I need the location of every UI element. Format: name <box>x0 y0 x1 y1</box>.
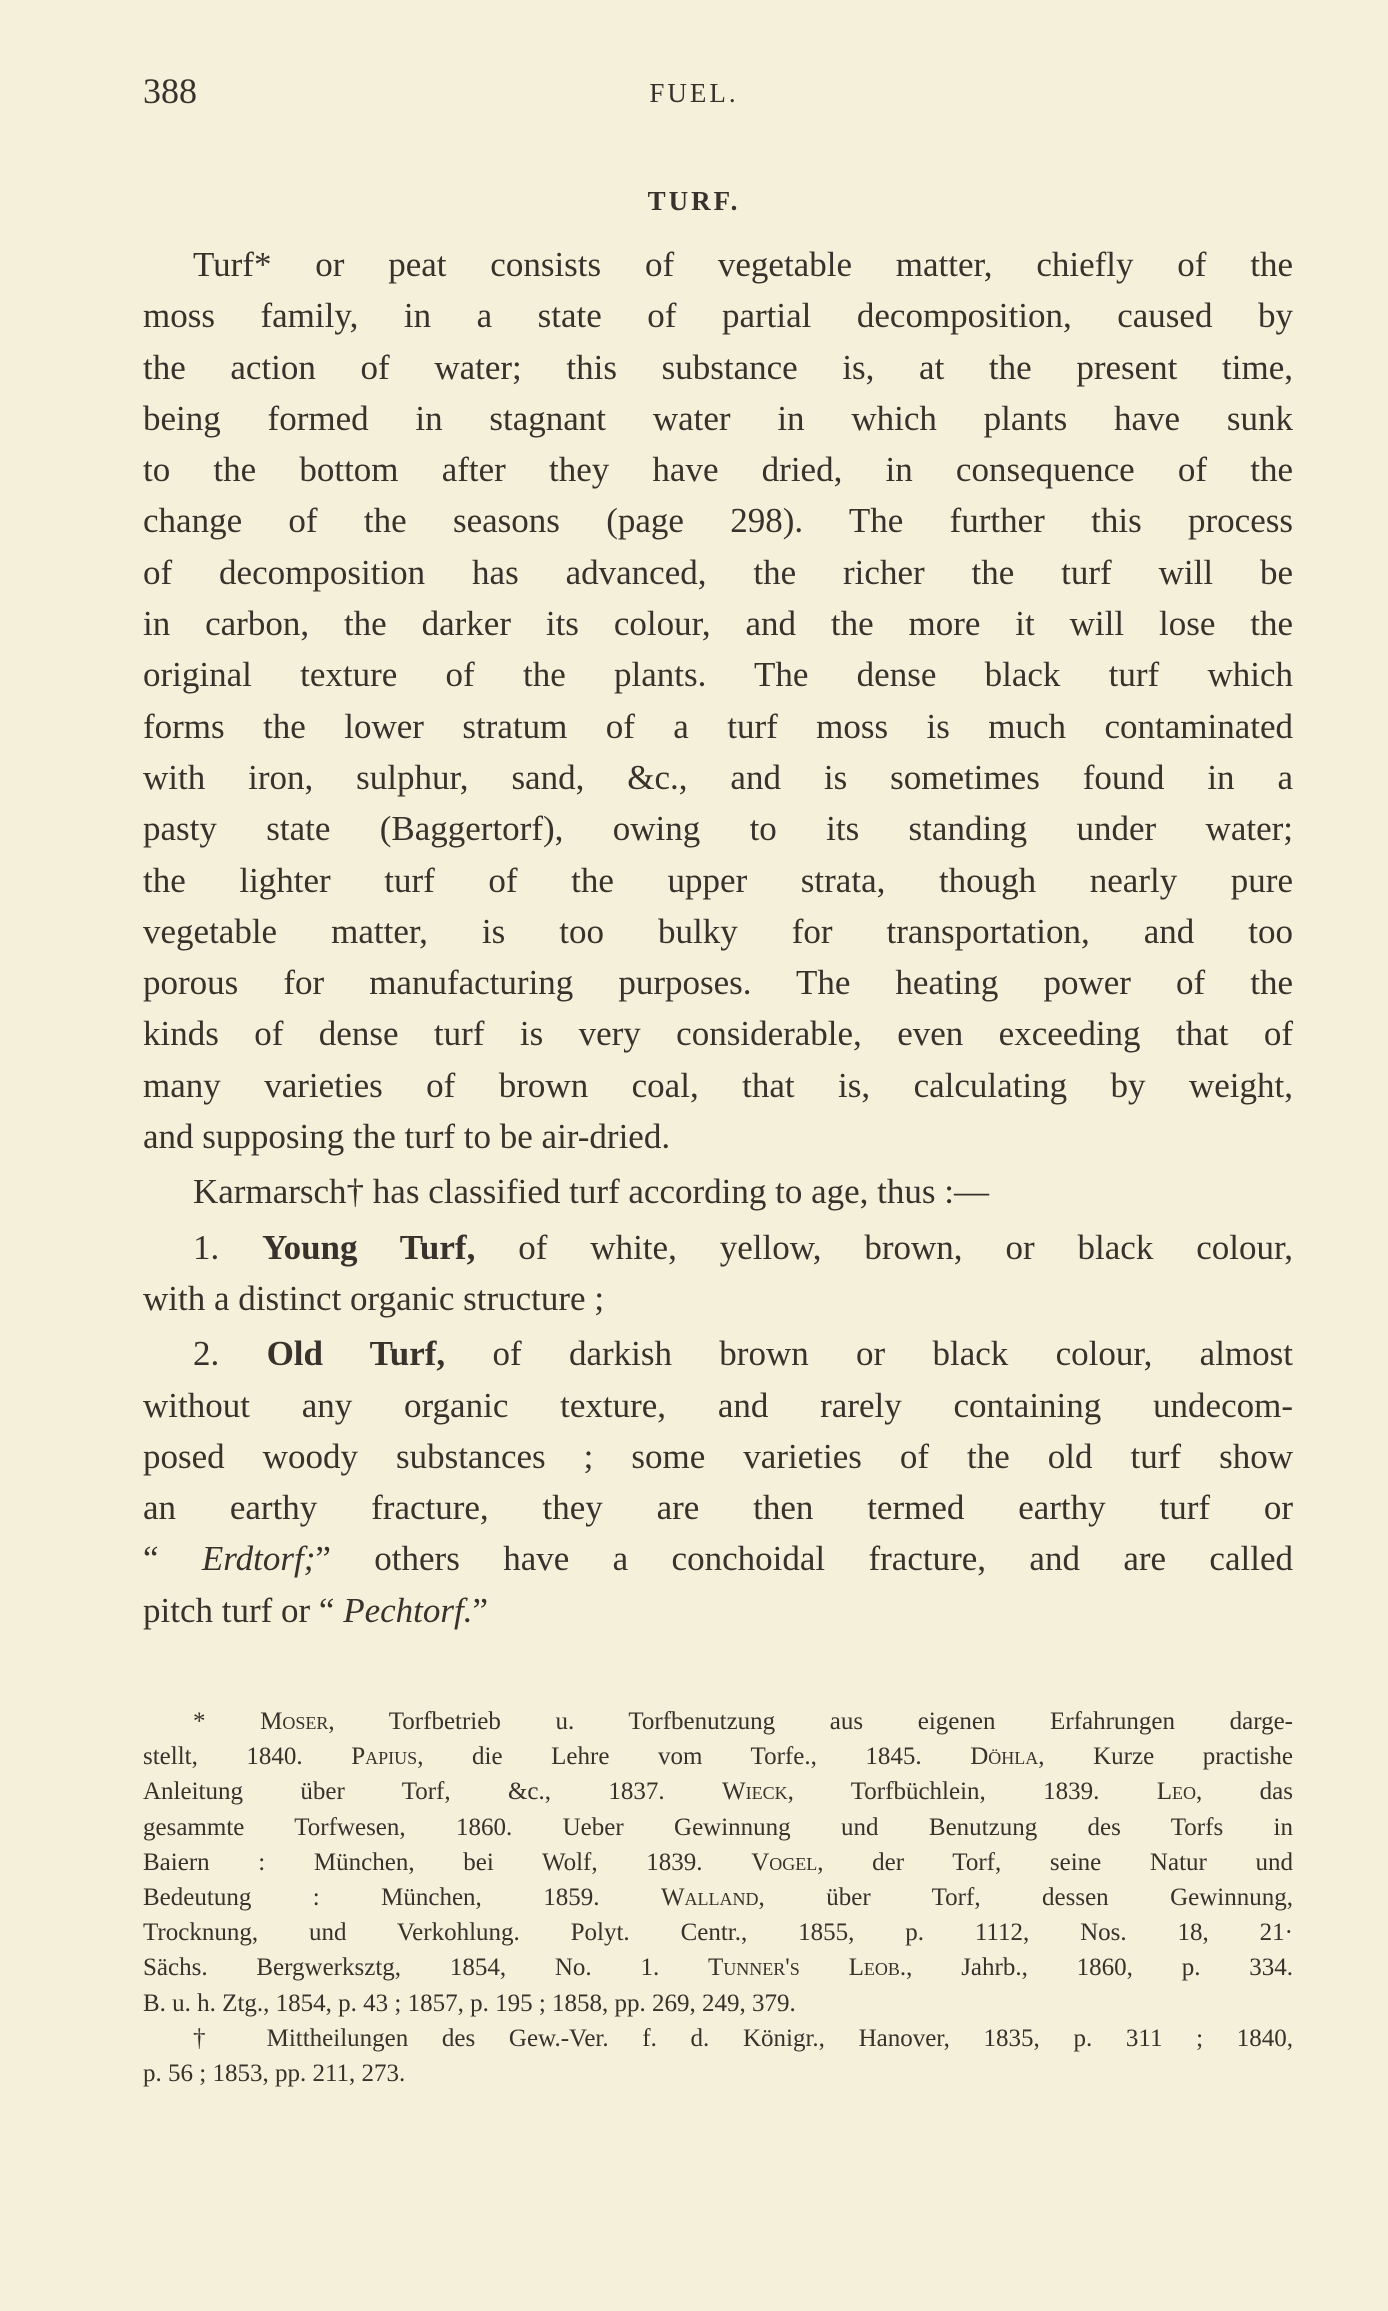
footnote-line <box>143 1704 1293 1739</box>
bold-term: Young Turf, <box>262 1227 476 1267</box>
body-paragraph <box>143 1166 1293 1217</box>
footnote-paragraph <box>143 1704 1293 2021</box>
author-name: Leo <box>1156 1778 1197 1806</box>
footnotes <box>143 1704 1293 2091</box>
text-segment: being formed in stagnant water in which plants have sunk <box>143 398 1293 438</box>
text-segment: in carbon, the darker its colour, and the more it will lose the <box>143 604 1293 644</box>
author-name: Tunner's Leob. <box>708 1954 907 1982</box>
body-paragraph <box>143 1222 1293 1325</box>
text-segment: of white, yellow, brown, or black colour, <box>475 1227 1294 1267</box>
body-line <box>143 290 1293 341</box>
text-segment: B. u. h. Ztg., 1854, p. 43 ; 1857, p. 195 ; 1858, pp. 269, 249, 379. <box>143 1989 796 2017</box>
text-segment: vegetable matter, is too bulky for transportation, and too <box>143 911 1293 951</box>
text-segment: the action of water; this substance is, at the present time, <box>143 347 1293 387</box>
body-line <box>143 342 1293 393</box>
text-segment: pitch turf or “ <box>143 1590 344 1630</box>
body-line <box>143 649 1293 700</box>
body-line <box>143 547 1293 598</box>
text-segment: Turf* or peat consists of vegetable matter, chiefly of the <box>193 245 1293 284</box>
body-line <box>143 1222 1293 1273</box>
text-segment: and supposing the turf to be air-dried. <box>143 1117 671 1157</box>
text-segment: with iron, sulphur, sand, &c., and is sometimes found in a <box>143 757 1293 797</box>
text-segment: , die Lehre vom Torfe., 1845. <box>417 1743 971 1771</box>
body-paragraph <box>143 1328 1293 1636</box>
body-line <box>143 1111 1293 1162</box>
text-segment: † Mittheilungen des Gew.-Ver. f. d. Königr., Hanover, 1835, p. 311 ; 1840, <box>193 2024 1293 2052</box>
text-segment: ” <box>472 1590 489 1630</box>
footnote-line <box>143 1774 1293 1809</box>
text-segment: ” others have a conchoidal fracture, and are called <box>315 1539 1293 1579</box>
text-segment: of darkish brown or black colour, almost <box>445 1334 1293 1374</box>
section-title: TURF. <box>647 186 741 216</box>
text-segment: change of the seasons (page 298). The further this process <box>143 501 1293 541</box>
text-segment: , Jahrb., 1860, p. 334. <box>906 1954 1293 1982</box>
body-line <box>143 1328 1293 1379</box>
author-name: Vogel <box>751 1848 818 1876</box>
author-name: Papius <box>351 1743 418 1771</box>
body-line <box>143 239 1293 290</box>
body-line <box>143 1585 1293 1636</box>
text-segment: to the bottom after they have dried, in consequence of the <box>143 450 1293 490</box>
body-line <box>143 1431 1293 1482</box>
footnote-line <box>143 1845 1293 1880</box>
italic-term: Pechtorf. <box>343 1590 473 1630</box>
body-line <box>143 906 1293 957</box>
footnote-line <box>143 1986 1293 2021</box>
body-line <box>143 1166 1293 1217</box>
footnote-paragraph <box>143 2021 1293 2091</box>
footnote-line <box>143 1739 1293 1774</box>
text-segment: stellt, 1840. <box>143 1743 352 1771</box>
text-segment: posed woody substances ; some varieties of the old turf show <box>143 1436 1293 1476</box>
text-segment: original texture of the plants. The dense black turf which <box>143 655 1293 695</box>
text-segment: an earthy fracture, they are then termed earthy turf or <box>143 1488 1293 1528</box>
text-segment: , über Torf, dessen Gewinnung, <box>758 1883 1294 1911</box>
body-line <box>143 1533 1293 1584</box>
bold-term: Old Turf, <box>266 1334 446 1374</box>
text-segment: Anleitung über Torf, &c., 1837. <box>143 1778 723 1806</box>
footnote-line <box>143 1915 1293 1950</box>
body-line <box>143 598 1293 649</box>
text-segment: Trocknung, und Verkohlung. Polyt. Centr., 1855, p. 1112, Nos. 18, 21· <box>143 1919 1293 1947</box>
body-line <box>143 444 1293 495</box>
author-name: Wieck <box>722 1778 788 1806</box>
text-segment: many varieties of brown coal, that is, calculating by weight, <box>143 1065 1293 1105</box>
footnote-line <box>143 1880 1293 1915</box>
text-segment: Sächs. Bergwerksztg, 1854, No. 1. <box>143 1954 709 1982</box>
body-text <box>143 239 1293 1640</box>
body-line <box>143 1482 1293 1533</box>
text-segment: of decomposition has advanced, the richer the turf will be <box>143 552 1293 592</box>
text-segment: 1. <box>193 1227 263 1267</box>
text-segment: with a distinct organic structure ; <box>143 1278 605 1318</box>
body-line <box>143 1008 1293 1059</box>
text-segment: , Kurze practishe <box>1038 1743 1293 1771</box>
body-line <box>143 855 1293 906</box>
text-segment: , das <box>1196 1778 1293 1806</box>
body-line <box>143 701 1293 752</box>
body-line <box>143 957 1293 1008</box>
text-segment: gesammte Torfwesen, 1860. Ueber Gewinnung und Benutzung des Torfs in <box>143 1813 1293 1841</box>
text-segment: the lighter turf of the upper strata, though nearly pure <box>143 860 1293 900</box>
text-segment: kinds of dense turf is very considerable, even exceeding that of <box>143 1014 1293 1054</box>
author-name: Walland <box>660 1883 759 1911</box>
body-line <box>143 495 1293 546</box>
text-segment: without any organic texture, and rarely containing undecom- <box>143 1385 1293 1425</box>
author-name: Moser <box>260 1708 329 1735</box>
text-segment: “ <box>143 1539 202 1579</box>
body-line <box>143 752 1293 803</box>
author-name: Döhla <box>970 1743 1039 1771</box>
text-segment: Baiern : München, bei Wolf, 1839. <box>143 1848 752 1876</box>
footnote-line <box>143 2021 1293 2056</box>
body-line <box>143 1060 1293 1111</box>
footnote-line <box>143 1810 1293 1845</box>
text-segment: 2. <box>193 1334 267 1374</box>
running-head: FUEL. <box>649 78 739 108</box>
text-segment: * <box>193 1708 261 1735</box>
body-line <box>143 1273 1293 1324</box>
text-segment: Bedeutung : München, 1859. <box>143 1883 661 1911</box>
text-segment: moss family, in a state of partial decomposition, caused by <box>143 296 1293 336</box>
text-segment: forms the lower stratum of a turf moss is much contaminated <box>143 706 1293 746</box>
page-number: 388 <box>143 71 197 111</box>
text-segment: porous for manufacturing purposes. The heating power of the <box>143 963 1293 1003</box>
body-paragraph <box>143 239 1293 1162</box>
text-segment: pasty state (Baggertorf), owing to its standing under water; <box>143 809 1293 849</box>
text-segment: , der Torf, seine Natur und <box>817 1848 1294 1876</box>
text-segment: , Torfbüchlein, 1839. <box>787 1778 1157 1806</box>
footnote-line <box>143 2056 1293 2091</box>
body-line <box>143 393 1293 444</box>
text-segment: Karmarsch† has classified turf according to age, thus :— <box>193 1172 989 1212</box>
body-line <box>143 1380 1293 1431</box>
footnote-line <box>143 1950 1293 1985</box>
body-line <box>143 803 1293 854</box>
text-segment: , Torfbetrieb u. Torfbenutzung aus eigenen Erfahrungen darge- <box>328 1708 1293 1735</box>
text-segment: p. 56 ; 1853, pp. 211, 273. <box>143 2059 406 2087</box>
italic-term: Erdtorf; <box>201 1539 316 1579</box>
